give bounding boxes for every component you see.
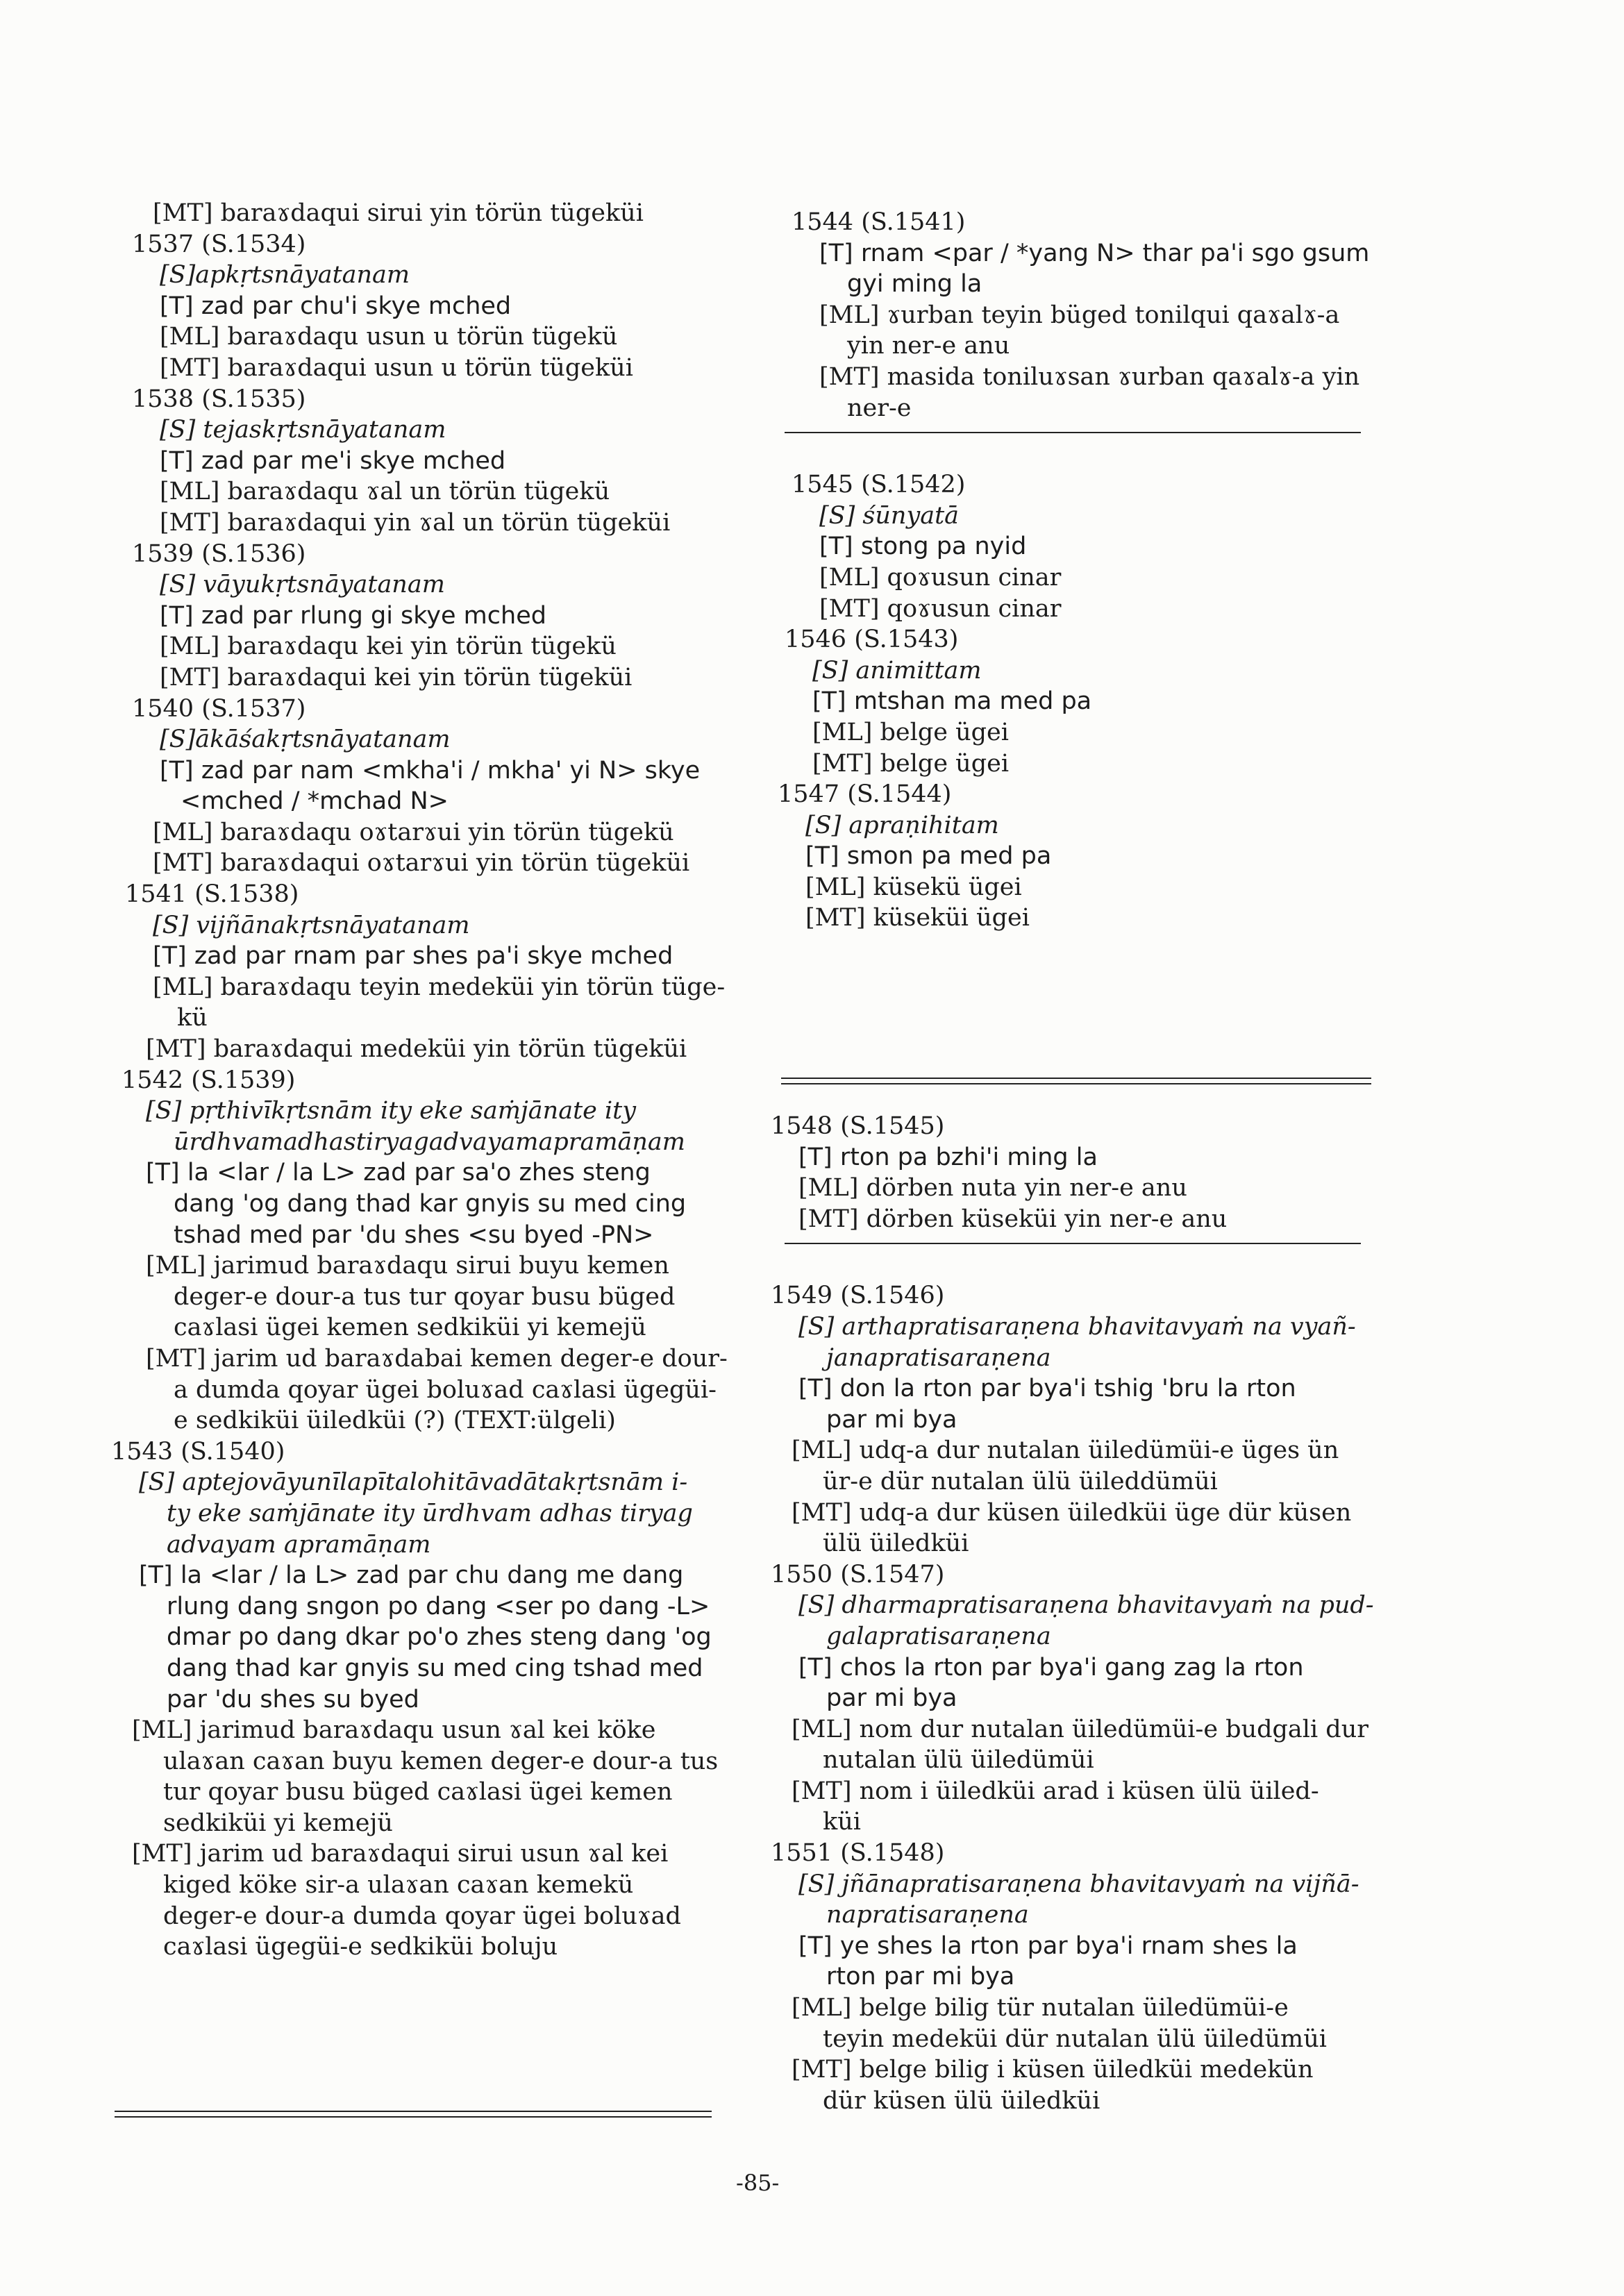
entry-number: 1551 (S.1548) <box>771 1839 945 1868</box>
entry-line: deger-e dour-a tus tur qoyar busu büged <box>174 1282 676 1311</box>
entry-line: a dumda qoyar ügei boluɤad caɤlasi ügegüi- <box>174 1375 717 1404</box>
entry-line: [MT] baraɤdaqui usun u törün tügeküi <box>160 353 633 382</box>
section-gap <box>771 442 1423 469</box>
entry-line: [ML] belge ügei <box>812 718 1009 746</box>
entry-number: 1549 (S.1546) <box>771 1282 945 1310</box>
divider-rule <box>115 2116 712 2118</box>
entry-line: [ML] udq-a dur nutalan üiledümüi-e üges ün <box>792 1436 1339 1465</box>
entry-line: [MT] baraɤdaqui sirui yin törün tügeküi <box>153 199 644 227</box>
entry-line: [ML] nom dur nutalan üiledümüi-e budgali dur <box>792 1715 1368 1743</box>
entry-line: <mched / *mchad N> <box>181 787 449 816</box>
entry-number: 1540 (S.1537) <box>132 694 306 723</box>
entry-line: [MT] jarim ud baraɤdaqui sirui usun ɤal kei <box>132 1840 669 1868</box>
entry-line: [T] zad par chu'i skye mched <box>160 292 512 320</box>
entry-line: [S] arthapratisaraṇena bhavitavyaṁ na vyañ- <box>798 1312 1356 1341</box>
entry-line: [ML] baraɤdaqu kei yin törün tügekü <box>160 632 617 661</box>
entry-line: nutalan ülü üiledümüi <box>823 1746 1094 1775</box>
entry-line: ülü üiledküi <box>823 1530 969 1558</box>
divider-rule <box>781 1083 1371 1084</box>
entry-line: [MT] belge ügei <box>812 749 1010 778</box>
entry-line: [S] aptejovāyunīlapītalohitāvadātakṛtsnām i- <box>139 1468 688 1497</box>
entry-line: dür küsen ülü üiledküi <box>823 2086 1100 2115</box>
entry-number: 1544 (S.1541) <box>792 208 966 236</box>
entry-line: [MT] nom i üiledküi arad i küsen ülü üiled- <box>792 1777 1319 1805</box>
entry-number: 1546 (S.1543) <box>785 626 959 654</box>
entry-number: 1545 (S.1542) <box>792 471 966 499</box>
entry-number: 1542 (S.1539) <box>122 1066 296 1094</box>
entry-line: [ML] jarimud baraɤdaqu usun ɤal kei köke <box>132 1716 656 1745</box>
entry-line: [MT] baraɤdaqui kei yin törün tügeküi <box>160 663 633 692</box>
entry-number: 1537 (S.1534) <box>132 230 306 258</box>
entry-line: par 'du shes su byed <box>167 1685 419 1713</box>
entry-line: [T] zad par rnam par shes pa'i skye mched <box>153 942 673 971</box>
entry-line: [ML] baraɤdaqu usun u törün tügekü <box>160 323 618 351</box>
entry-line: [T] ye shes la rton par bya'i rnam shes la <box>798 1932 1298 1960</box>
entry-line: [T] don la rton par bya'i tshig 'bru la rton <box>798 1375 1296 1403</box>
entry-line: [MT] baraɤdaqui oɤtarɤui yin törün tügeküi <box>153 849 690 878</box>
entry-line: teyin medeküi dür nutalan ülü üiledümüi <box>823 2025 1327 2053</box>
page-number: -85- <box>736 2170 780 2196</box>
right-column-bottom <box>771 1111 1423 2116</box>
entry-line: sedkiküi yi kemejü <box>163 1809 393 1837</box>
entry-line: [ML] belge bilig tür nutalan üiledümüi-e <box>792 1994 1289 2022</box>
entry-line: kiged köke sir-a ulaɤan caɤan kemekü <box>163 1871 634 1900</box>
entry-line: e sedkiküi üiledküi (?) (TEXT:ülgeli) <box>174 1407 616 1435</box>
entry-number: 1547 (S.1544) <box>778 780 952 809</box>
entry-line: [T] smon pa med pa <box>805 842 1052 871</box>
right-column-top <box>771 207 1423 934</box>
entry-line: [ML] qoɤusun cinar <box>819 563 1062 592</box>
entry-line: [S] vijñānakṛtsnāyatanam <box>153 911 470 939</box>
entry-line: ner-e <box>847 394 912 422</box>
entry-line: [MT] udq-a dur küsen üiledküi üge dür küsen <box>792 1498 1352 1527</box>
entry-line: ulaɤan caɤan buyu kemen deger-e dour-a tus <box>163 1747 719 1775</box>
entry-line: janapratisaraṇena <box>826 1343 1051 1372</box>
entry-line: [S]ākāśakṛtsnāyatanam <box>160 726 451 754</box>
entry-line: advayam apramāṇam <box>167 1530 431 1559</box>
entry-number: 1539 (S.1536) <box>132 539 306 568</box>
entry-line: ty eke saṁjānate ity ūrdhvam adhas tiryag <box>167 1499 693 1527</box>
entry-line: [ML] ɤurban teyin büged tonilqui qaɤalɤ-a <box>819 301 1340 329</box>
entry-line: rlung dang sngon po dang <ser po dang -L> <box>167 1592 710 1620</box>
entry-line: napratisaraṇena <box>826 1901 1029 1929</box>
entry-line: [MT] belge bilig i küsen üiledküi medekün <box>792 2056 1314 2084</box>
entry-line: kü <box>177 1004 208 1032</box>
entry-line: dmar po dang dkar po'o zhes steng dang 'og <box>167 1623 712 1652</box>
entry-line: [T] stong pa nyid <box>819 533 1027 561</box>
entry-line: [S] pṛthivīkṛtsnām ity eke saṁjānate ity <box>146 1097 636 1125</box>
entry-line: [T] mtshan ma med pa <box>812 687 1092 716</box>
entry-line: ūrdhvamadhastiryagadvayamapramāṇam <box>174 1128 685 1156</box>
entry-line: yin ner-e anu <box>847 332 1010 360</box>
entry-line: [MT] masida toniluɤsan ɤurban qaɤalɤ-a yin <box>819 362 1360 391</box>
entry-line: tur qoyar busu büged caɤlasi ügei kemen <box>163 1778 673 1807</box>
entry-line: [MT] baraɤdaqui medeküi yin törün tügeküi <box>146 1035 687 1064</box>
entry-line: par mi bya <box>826 1684 957 1713</box>
entry-line: [T] la <lar / la L> zad par chu dang me dang <box>139 1561 684 1590</box>
entry-number: 1548 (S.1545) <box>771 1112 945 1140</box>
entry-line: [ML] küsekü ügei <box>805 873 1022 901</box>
entry-line: galapratisaraṇena <box>826 1622 1051 1650</box>
entry-line: caɤlasi ügegüi-e sedkiküi boluju <box>163 1933 558 1961</box>
entry-line: rton par mi bya <box>826 1963 1015 1991</box>
entry-number: 1550 (S.1547) <box>771 1560 945 1589</box>
entry-line: [S] apraṇihitam <box>805 811 999 839</box>
entry-line: küi <box>823 1808 861 1836</box>
entry-line: [S] dharmapratisaraṇena bhavitavyaṁ na pud- <box>798 1591 1374 1620</box>
section-rule <box>785 1243 1361 1244</box>
entry-line: [ML] baraɤdaqu ɤal un törün tügekü <box>160 478 610 506</box>
entry-line: [S] animittam <box>812 656 982 685</box>
entry-line: [ML] baraɤdaqu teyin medeküi yin törün tüge- <box>153 973 726 1001</box>
entry-line: [T] zad par me'i skye mched <box>160 446 506 475</box>
entry-line: [MT] jarim ud baraɤdabai kemen deger-e dour- <box>146 1344 728 1373</box>
entry-line: [T] la <lar / la L> zad par sa'o zhes steng <box>146 1159 651 1187</box>
entry-line: dang 'og dang thad kar gnyis su med cing <box>174 1190 687 1218</box>
entry-number: 1538 (S.1535) <box>132 385 306 413</box>
divider-rule <box>781 1078 1371 1079</box>
entry-line: [MT] dörben küseküi yin ner-e anu <box>798 1205 1228 1233</box>
entry-line: [ML] dörben nuta yin ner-e anu <box>798 1174 1187 1203</box>
entry-line: [MT] baraɤdaqui yin ɤal un törün tügeküi <box>160 508 671 537</box>
entry-number: 1541 (S.1538) <box>125 880 299 909</box>
entry-line: [MT] qoɤusun cinar <box>819 594 1062 623</box>
entry-line: [T] rton pa bzhi'i ming la <box>798 1143 1098 1171</box>
entry-line: gyi ming la <box>847 270 982 299</box>
entry-line: [ML] baraɤdaqu oɤtarɤui yin törün tügekü <box>153 818 674 846</box>
entry-line: [T] zad par nam <mkha'i / mkha' yi N> skye <box>160 756 701 785</box>
entry-line: [T] rnam <par / *yang N> thar pa'i sgo gsum <box>819 239 1370 267</box>
entry-line: [MT] küseküi ügei <box>805 904 1030 932</box>
entry-line: par mi bya <box>826 1405 957 1434</box>
entry-line: [S] jñānapratisaraṇena bhavitavyaṁ na vijñā- <box>798 1870 1359 1898</box>
left-column <box>111 198 750 1963</box>
entry-line: ür-e dür nutalan ülü üileddümüi <box>823 1467 1218 1495</box>
divider-rule <box>115 2111 712 2112</box>
entry-line: [S] śūnyatā <box>819 501 960 530</box>
entry-number: 1543 (S.1540) <box>111 1437 285 1466</box>
entry-line: caɤlasi ügei kemen sedkiküi yi kemejü <box>174 1314 646 1342</box>
entry-line: [S] vāyukṛtsnāyatanam <box>160 571 445 599</box>
entry-line: [ML] jarimud baraɤdaqu sirui buyu kemen <box>146 1252 669 1280</box>
entry-line: [S] tejaskṛtsnāyatanam <box>160 416 446 444</box>
section-rule <box>785 432 1361 433</box>
entry-line: tshad med par 'du shes <su byed -PN> <box>174 1221 654 1249</box>
entry-line: [T] chos la rton par bya'i gang zag la rton <box>798 1653 1304 1682</box>
entry-line: dang thad kar gnyis su med cing tshad med <box>167 1654 703 1682</box>
section-gap <box>771 1252 1423 1280</box>
entry-line: deger-e dour-a dumda qoyar ügei boluɤad <box>163 1902 681 1930</box>
entry-line: [T] zad par rlung gi skye mched <box>160 601 546 630</box>
entry-line: [S]apkṛtsnāyatanam <box>160 261 410 290</box>
